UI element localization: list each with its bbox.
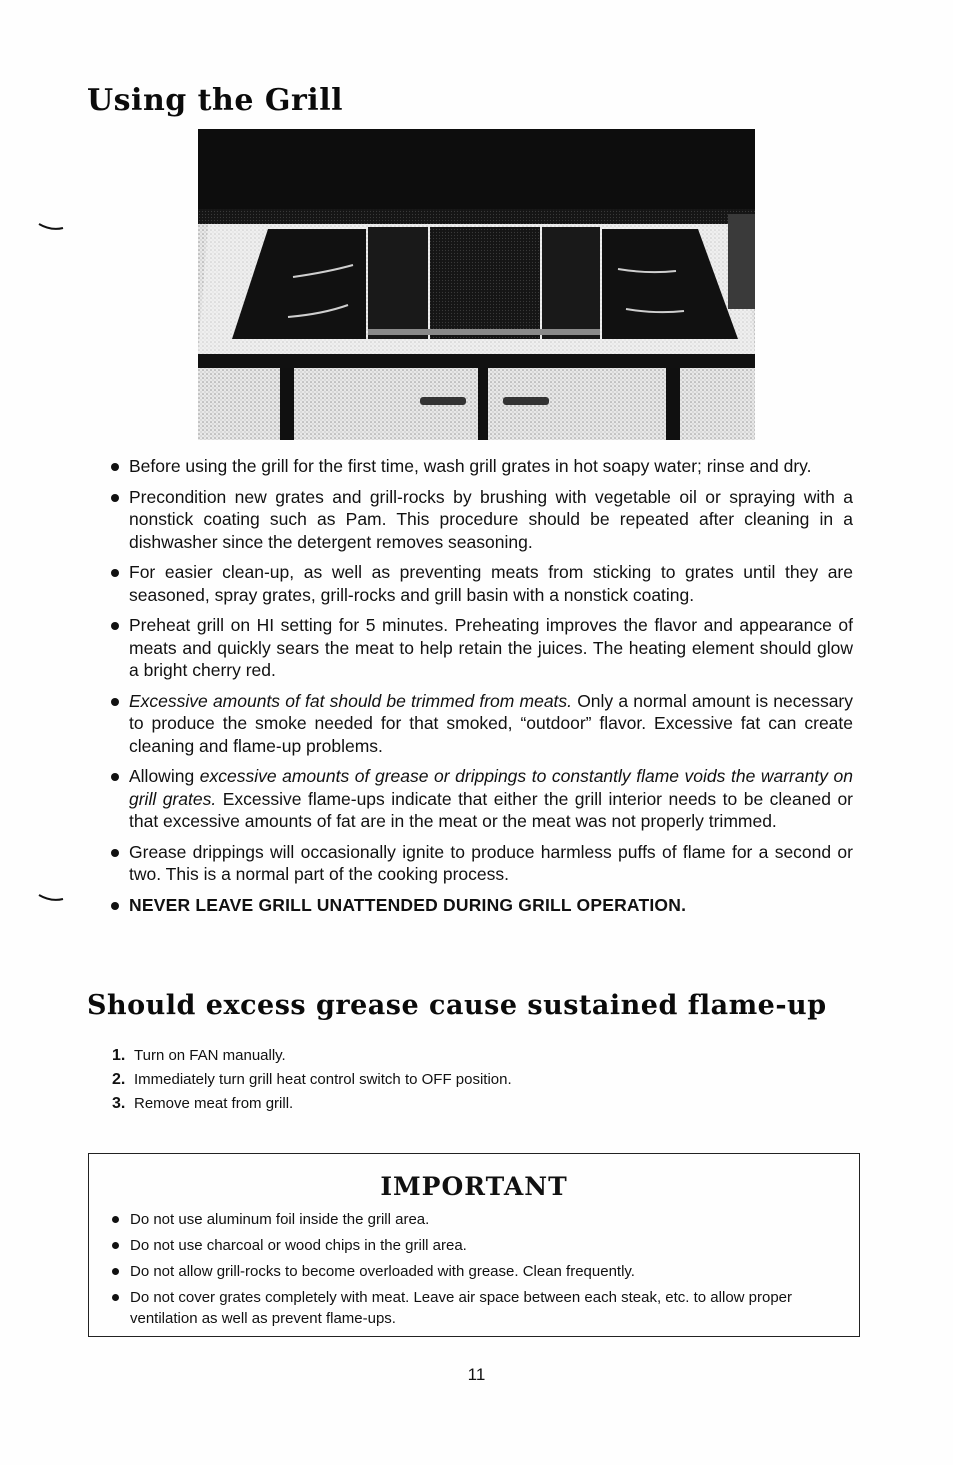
tip-item <box>108 486 853 554</box>
tip-text: excessive amounts of grease or drippings to constantly flame voids the warranty on grill grates. <box>129 766 853 809</box>
tip-text: Only a normal amount is necessary to produce the smoke needed for that smoked, “outdoor” flavor. Excessive fat can create cleaning and flame-up problems. <box>129 690 853 756</box>
page-number: 11 <box>467 1365 486 1384</box>
step-item <box>112 1068 512 1092</box>
tip-text: Excessive amounts of fat should be trimmed from meats. <box>129 690 573 711</box>
step-number: 3. <box>112 1095 126 1112</box>
step-text: Immediately turn grill heat control switch to OFF position. <box>134 1071 512 1088</box>
tip-item <box>108 841 853 886</box>
step-item <box>112 1092 512 1116</box>
important-item: Do not cover grates completely with meat. Leave air space between each steak, etc. to allow proper ventilation as well as prevent flame-ups. <box>109 1287 837 1329</box>
margin-mark <box>38 222 64 232</box>
important-item: Do not use aluminum foil inside the grill area. <box>109 1209 837 1230</box>
step-number: 1. <box>112 1047 126 1064</box>
photo-grill-center <box>368 227 600 339</box>
step-item <box>112 1044 512 1068</box>
step-text: Turn on FAN manually. <box>134 1047 286 1064</box>
tip-item <box>108 765 853 833</box>
page-title: Using the Grill <box>87 83 343 118</box>
flame-up-heading: Should excess grease cause sustained flame-up <box>87 990 827 1021</box>
tip-text: For easier clean-up, as well as preventing meats from sticking to grates until they are seasoned, spray grates, grill-rocks and grill basin with a nonstick coating. <box>129 562 853 605</box>
tip-item <box>108 614 853 682</box>
important-item: Do not use charcoal or wood chips in the grill area. <box>109 1235 837 1256</box>
step-text: Remove meat from grill. <box>134 1095 294 1112</box>
tip-text: Grease drippings will occasionally ignite to produce harmless puffs of flame for a second or two. This is a normal part of the cooking process. <box>129 841 853 884</box>
tip-text: Before using the grill for the first time, wash grill grates in hot soapy water; rinse and dry. <box>129 456 812 476</box>
tip-item <box>108 690 853 758</box>
flame-up-steps <box>112 1044 512 1116</box>
grill-tips-list <box>108 455 853 924</box>
important-list <box>109 1209 837 1334</box>
tip-text: NEVER LEAVE GRILL UNATTENDED DURING GRILL OPERATION. <box>129 894 687 915</box>
grill-cooktop-photo <box>198 129 755 440</box>
important-box <box>88 1153 860 1337</box>
tip-item <box>108 455 853 478</box>
tip-text: Excessive flame-ups indicate that either the grill interior needs to be cleaned or that excessive amounts of fat are in the meat or the meat was not properly trimmed. <box>129 788 854 831</box>
tip-item <box>108 561 853 606</box>
important-item: Do not allow grill-rocks to become overloaded with grease. Clean frequently. <box>109 1261 837 1282</box>
tip-text: Precondition new grates and grill-rocks by brushing with vegetable oil or spraying with a nonstick coating such as Pam. This procedure should be repeated after cleaning in a dishwasher since the detergent removes seasoning. <box>129 486 853 552</box>
step-number: 2. <box>112 1071 126 1088</box>
important-title: IMPORTANT <box>380 1172 568 1201</box>
tip-item <box>108 894 853 917</box>
margin-mark <box>38 893 64 903</box>
tip-text: Allowing <box>129 766 200 786</box>
tip-text: Preheat grill on HI setting for 5 minutes. Preheating improves the flavor and appearance of meats and quickly sears the meat to help retain the juices. The heating element should glow a bright cherry red. <box>129 615 853 680</box>
